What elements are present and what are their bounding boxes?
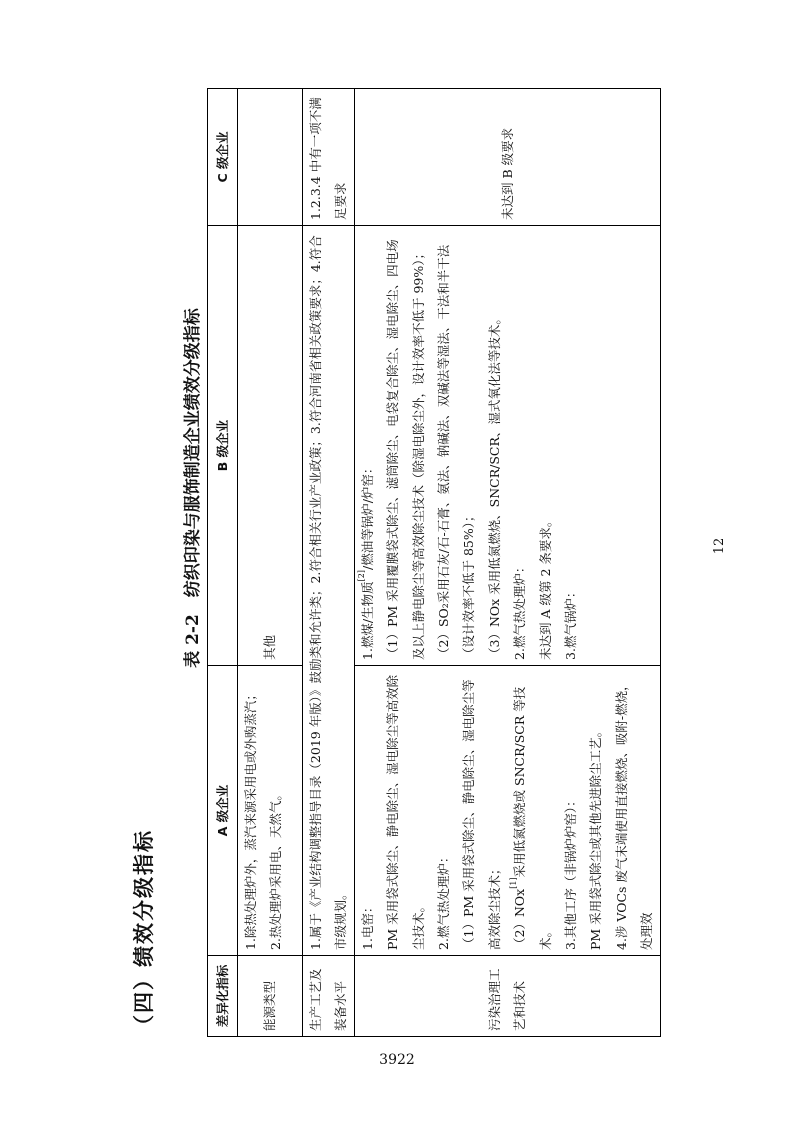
pollution-a-line-1: 1.电窑：: [359, 900, 375, 950]
pollution-a-line-7: PM 采用袋式除尘或其他先进除尘工艺。: [588, 724, 604, 950]
pollution-control-grade-b: [354, 226, 660, 666]
footnote-marker-2: [2]: [356, 570, 366, 582]
page-number: 3922: [379, 1052, 415, 1068]
pollution-a-nox-label: （2）NOx: [512, 888, 528, 950]
header-grade-b: B 级企业: [208, 226, 238, 666]
pollution-a-line-8: 4.涉 VOCs 废气末端使用直接燃烧、吸附-燃烧，处理效: [613, 678, 655, 950]
process-equipment-grade-c: 1.2.3.4 中有一项不满足要求: [303, 89, 355, 226]
pollution-a-nox-text: 采用低氮燃烧或 SNCR/SCR 等技术。: [512, 686, 553, 950]
pollution-b-line-1: [355, 231, 380, 660]
pollution-a-line-5: [507, 671, 558, 950]
pollution-control-grade-a: [354, 666, 660, 956]
pollution-b-line-5: 2.燃气热处理炉：: [512, 560, 528, 660]
rotated-page-number: 12: [712, 537, 727, 555]
table-row-process-equipment: [303, 89, 355, 1037]
energy-a-line-2: 2.热处理炉采用电、天然气。: [268, 788, 284, 950]
table-caption: 表 2-2 纺织印染与服饰制造企业绩效分级指标: [183, 308, 203, 668]
pollution-a-line-3: 2.燃气热处理炉：: [436, 850, 452, 950]
pollution-b-line-7: 3.燃气锅炉：: [563, 585, 579, 660]
pollution-b-line-3: （2）SO₂采用石灰/石-石膏、氨法、钠碱法、双碱法等湿法、干法和半干法（设计效率不低于 85%）；: [436, 244, 477, 660]
pollution-b-boiler-label: 1.燃煤/生物质: [359, 581, 375, 660]
pollution-control-grade-c: 未达到 B 级要求: [354, 89, 660, 226]
pollution-b-line-6: 未达到 A 级第 2 条要求。: [537, 514, 553, 660]
energy-type-label: 能源类型: [238, 956, 303, 1037]
energy-a-line-1: 1.除热处理炉外，蒸汽来源采用电或外购蒸汽；: [243, 688, 258, 950]
header-grade-c: C 级企业: [208, 89, 238, 226]
process-equipment-label: 生产工艺及装备水平: [303, 956, 355, 1037]
energy-type-grade-c: [238, 89, 303, 226]
header-indicator: 差异化指标: [208, 956, 238, 1037]
section-heading: （四）绩效分级指标: [131, 829, 156, 1036]
pollution-a-line-6: 3.其他工序（非锅炉炉窑）：: [563, 794, 579, 950]
performance-grading-table: [207, 88, 661, 1037]
energy-type-grade-b: 其他: [238, 226, 303, 666]
pollution-control-label: 污染治理工艺和技术: [354, 956, 660, 1037]
pollution-a-line-4: （1）PM 采用袋式除尘、静电除尘、湿电除尘等高效除尘技术；: [461, 679, 502, 950]
pollution-b-line-4: （3）NOx 采用低氮燃烧、SNCR/SCR、湿式氧化法等技术。: [486, 312, 502, 660]
pollution-b-boiler-text: /燃油等锅炉/炉窑：: [359, 461, 375, 571]
pollution-b-line-2: （1）PM 采用覆膜袋式除尘、滤筒除尘、电袋复合除尘、湿电除尘、四电场及以上静电除尘等高效除尘技术（除湿电除尘外，设计效率不低于 99%）；: [385, 239, 426, 660]
process-equipment-grade-ab: 1.属于《产业结构调整指导目录（2019 年版）》鼓励类和允许类；2.符合相关行业产业政策；3.符合河南省相关政策要求；4.符合市级规划。: [303, 226, 355, 956]
table-row-pollution-control: [354, 89, 660, 1037]
table-header-row: [208, 89, 238, 1037]
footnote-marker-1: [1]: [509, 877, 519, 889]
pollution-a-line-2: PM 采用袋式除尘、静电除尘、湿电除尘等高效除尘技术。: [385, 674, 426, 950]
header-grade-a: A 级企业: [208, 666, 238, 956]
energy-type-grade-a: [238, 666, 303, 956]
table-row-energy-type: [238, 89, 303, 1037]
